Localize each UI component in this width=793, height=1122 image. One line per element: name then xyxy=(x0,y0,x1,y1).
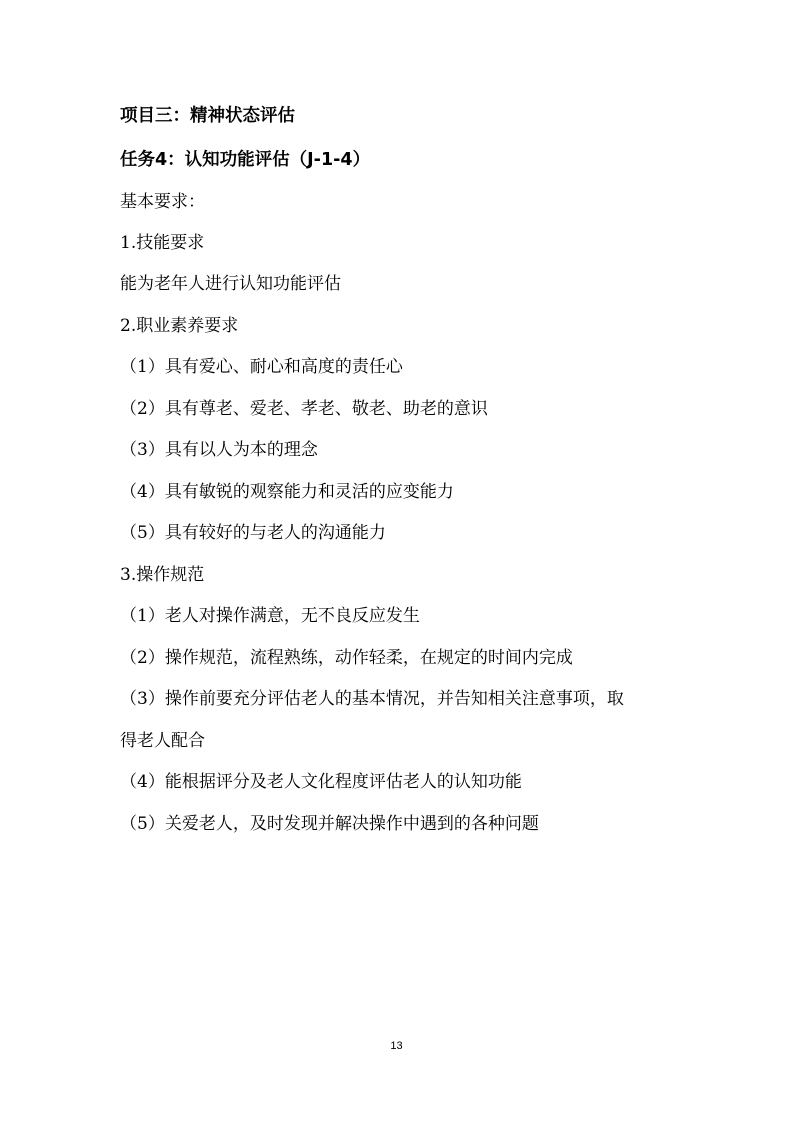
list-item: （4）具有敏锐的观察能力和灵活的应变能力 xyxy=(120,482,454,502)
list-item: （3）具有以人为本的理念 xyxy=(120,440,318,460)
list-item: （3）操作前要充分评估老人的基本情况，并告知相关注意事项，取 xyxy=(120,689,624,709)
task-title: 任务4：认知功能评估（J-1-4） xyxy=(120,150,371,170)
project-title: 项目三：精神状态评估 xyxy=(120,106,295,126)
page-number: 13 xyxy=(390,1040,403,1052)
section-heading-professional: 2.职业素养要求 xyxy=(120,316,239,336)
section-heading-operation: 3.操作规范 xyxy=(120,565,205,585)
list-item: （1）具有爱心、耐心和高度的责任心 xyxy=(120,357,403,377)
list-item: （2）具有尊老、爱老、孝老、敬老、助老的意识 xyxy=(120,399,488,419)
list-item: （2）操作规范，流程熟练，动作轻柔，在规定的时间内完成 xyxy=(120,648,573,668)
section-heading-skill: 1.技能要求 xyxy=(120,233,205,253)
list-item: （4）能根据评分及老人文化程度评估老人的认知功能 xyxy=(120,772,522,792)
list-item-continuation: 得老人配合 xyxy=(120,731,205,751)
basic-requirements-label: 基本要求： xyxy=(120,192,205,212)
list-item: （5）具有较好的与老人的沟通能力 xyxy=(120,523,386,543)
list-item: （5）关爱老人，及时发现并解决操作中遇到的各种问题 xyxy=(120,814,539,834)
list-item: （1）老人对操作满意，无不良反应发生 xyxy=(120,606,420,626)
section-text-skill: 能为老年人进行认知功能评估 xyxy=(120,274,341,294)
